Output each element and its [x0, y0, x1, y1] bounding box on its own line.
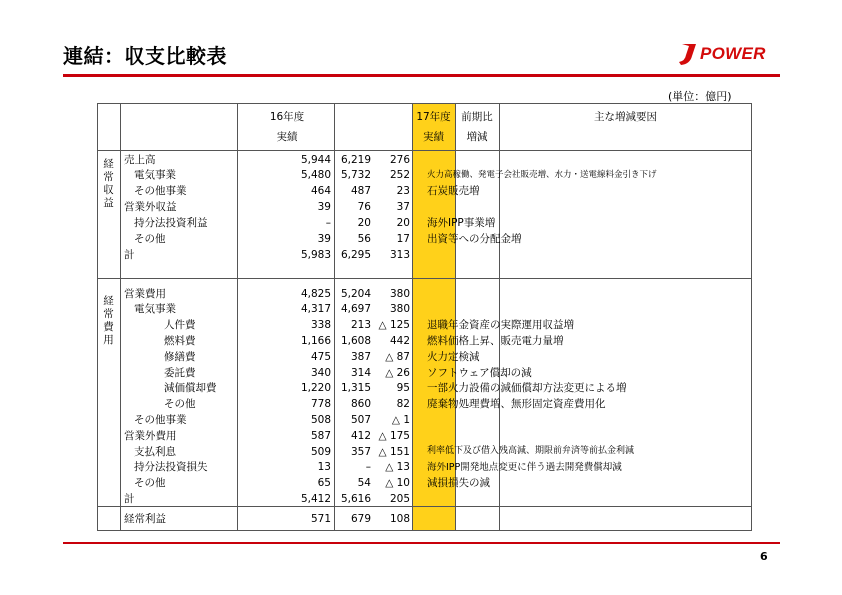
header-diff-bottom: 増減 — [466, 131, 488, 143]
section-side-label: 経 常 費 用 — [103, 295, 114, 346]
page-title: 連結：収支比較表 — [63, 44, 227, 68]
table-row: 営業外収益 39 76 37 — [124, 201, 410, 214]
table-row: 電気事業 5,480 5,732 252 火力高稼働、発電子会社販売増、水力・送電線料金引き下げ — [134, 169, 657, 182]
header-fy17-bottom: 実績 — [423, 131, 444, 143]
brand-wordmark: POWER — [700, 44, 766, 63]
table-row: 委託費 340 314 △ 26 ソフトウェア償却の減 — [164, 366, 532, 379]
ordinary-income-row: 経常利益 571 679 108 — [124, 512, 410, 525]
table-row: 人件費 338 213 △ 125 退職年金資産の実際運用収益増 — [164, 319, 574, 332]
total-row: 計 5,412 5,616 205 — [124, 493, 410, 506]
table-header — [97, 103, 752, 150]
table-row: 営業外費用 587 412 △ 175 — [124, 429, 410, 442]
header-diff-top: 前期比 — [461, 111, 493, 123]
table-row: 売上高 5,944 6,219 276 — [124, 153, 410, 166]
table-row: 持分法投資利益 – 20 20 海外IPP事業増 — [134, 216, 496, 229]
table-row: 持分法投資損失 13 – △ 13 海外IPP開発地点変更に伴う過去開発費償却減 — [134, 461, 622, 474]
header-reason: 主な増減要因 — [594, 111, 657, 123]
table-row: 電気事業 4,317 4,697 380 — [134, 303, 410, 316]
table-row: 営業費用 4,825 5,204 380 — [124, 287, 410, 300]
table-row: 支払利息 509 357 △ 151 利率低下及び借入残高減、期限前弁済等前払金利減 — [134, 445, 635, 458]
page-number: 6 — [760, 550, 768, 563]
total-row: 計 5,983 6,295 313 — [124, 248, 410, 261]
table-row: その他 65 54 △ 10 減損損失の減 — [134, 477, 490, 490]
footer-rule — [63, 542, 780, 544]
table-row: その他 39 56 17 出資等への分配金増 — [134, 232, 522, 245]
header-rule — [63, 74, 780, 77]
table-row: その他 778 860 82 廃棄物処理費増、無形固定資産費用化 — [164, 398, 606, 411]
table-row: 修繕費 475 387 △ 87 火力定検減 — [164, 350, 480, 363]
header-fy16-top: 16年度 — [269, 111, 305, 123]
table-row: 燃料費 1,166 1,608 442 燃料価格上昇、販売電力量増 — [164, 335, 564, 348]
header-fy16-bottom: 実績 — [276, 131, 298, 143]
header-fy17-top: 17年度 — [416, 111, 451, 123]
unit-label: (単位：億円) — [668, 90, 732, 103]
section-side-label: 経 常 収 益 — [103, 158, 114, 209]
table-row: その他事業 464 487 23 石炭販売増 — [134, 185, 480, 198]
table-row: 減価償却費 1,220 1,315 95 一部火力設備の減価償却方法変更による増 — [164, 382, 627, 395]
income-comparison-table — [97, 103, 752, 525]
table-row: その他事業 508 507 △ 1 — [134, 414, 410, 427]
